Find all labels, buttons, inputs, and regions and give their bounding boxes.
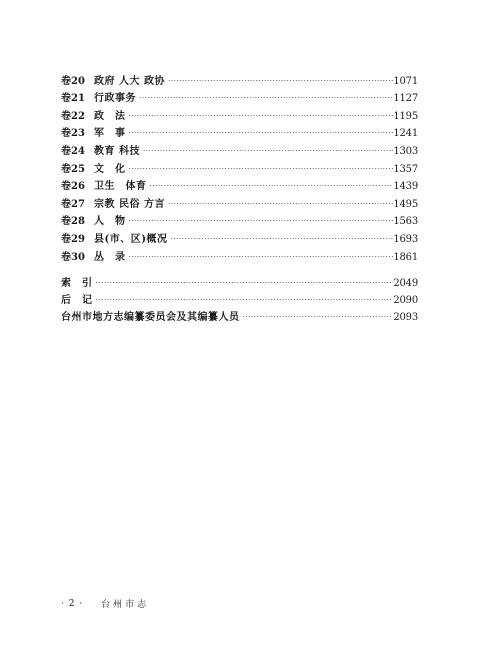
dot-leader [167, 75, 393, 87]
toc-page-number: 1357 [393, 163, 418, 175]
toc-entry-committee[interactable] [61, 307, 418, 324]
dot-leader [142, 145, 393, 157]
toc-page-number: 1127 [393, 93, 418, 105]
toc-volume-label: 卷23 [61, 128, 85, 140]
toc-entry[interactable] [61, 105, 418, 123]
toc-entry-title: 军 事 [94, 128, 126, 140]
toc-entry[interactable] [61, 88, 418, 106]
toc-page-number: 1563 [393, 216, 418, 228]
toc-volume-label: 卷22 [61, 110, 85, 122]
toc-entry-title: 政 法 [94, 110, 126, 122]
toc-entry[interactable] [61, 70, 418, 88]
toc-entry-title: 教育 科技 [94, 145, 140, 157]
toc-main [61, 70, 418, 264]
dot-leader [95, 294, 394, 306]
page-footer [61, 597, 149, 610]
toc-volume-label: 卷27 [61, 198, 85, 210]
dot-leader [95, 277, 394, 289]
toc-page-number: 1861 [393, 251, 418, 263]
dot-leader [242, 311, 394, 323]
dot-leader [128, 127, 394, 139]
toc-page-number: 2090 [393, 295, 418, 306]
toc-volume-label: 卷26 [61, 181, 85, 193]
footer-page-number: · 2 · [61, 598, 84, 609]
toc-page-number: 1303 [393, 145, 418, 157]
dot-leader [128, 163, 394, 175]
dot-leader [138, 92, 393, 104]
toc-entry[interactable] [61, 176, 418, 194]
dot-leader [128, 215, 394, 227]
dot-leader [128, 251, 394, 263]
toc-entry-title: 文 化 [94, 163, 126, 175]
toc-volume-label: 卷20 [61, 75, 85, 87]
toc-page-number: 1439 [393, 181, 418, 193]
toc-entry[interactable] [61, 158, 418, 176]
toc-page-number: 2049 [393, 278, 418, 289]
toc-appendix [61, 273, 418, 324]
toc-entry-title: 人 物 [94, 216, 126, 228]
toc-volume-label: 卷21 [61, 93, 85, 105]
toc-entry-title: 宗教 民俗 方言 [94, 198, 165, 210]
toc-volume-label: 卷29 [61, 233, 85, 245]
dot-leader [149, 180, 394, 192]
toc-page-number: 1693 [393, 233, 418, 245]
toc-volume-label: 卷30 [61, 251, 85, 263]
toc-page-number: 1495 [393, 198, 418, 210]
toc-entry[interactable] [61, 140, 418, 158]
toc-page-number: 1071 [393, 75, 418, 87]
toc-volume-label: 卷28 [61, 216, 85, 228]
toc-entry[interactable] [61, 123, 418, 141]
dot-leader [167, 198, 393, 210]
dot-leader [128, 110, 394, 122]
toc-entry-title: 索 引 [61, 278, 93, 289]
toc-entry-index[interactable] [61, 273, 418, 290]
toc-page-number: 1241 [393, 128, 418, 140]
toc-entry-title: 政府 人大 政协 [94, 75, 165, 87]
toc-entry[interactable] [61, 211, 418, 229]
toc-entry-afterword[interactable] [61, 290, 418, 307]
toc-entry-title: 行政事务 [94, 93, 136, 105]
toc-entry-title: 卫生 体育 [94, 181, 147, 193]
toc-entry[interactable] [61, 193, 418, 211]
toc-entry-title: 丛 录 [94, 251, 126, 263]
footer-book-title: 台州市志 [101, 600, 150, 610]
toc-entry[interactable] [61, 228, 418, 246]
dot-leader [169, 233, 393, 245]
toc-entry-title: 后 记 [61, 295, 93, 306]
toc-volume-label: 卷25 [61, 163, 85, 175]
toc-entry-title: 台州市地方志编纂委员会及其编纂人员 [61, 312, 240, 323]
toc-page-number: 1195 [393, 110, 418, 122]
toc-entry-title: 县(市、区)概况 [94, 233, 168, 245]
toc-volume-label: 卷24 [61, 145, 85, 157]
toc-entry[interactable] [61, 246, 418, 264]
toc-page-number: 2093 [393, 312, 418, 323]
